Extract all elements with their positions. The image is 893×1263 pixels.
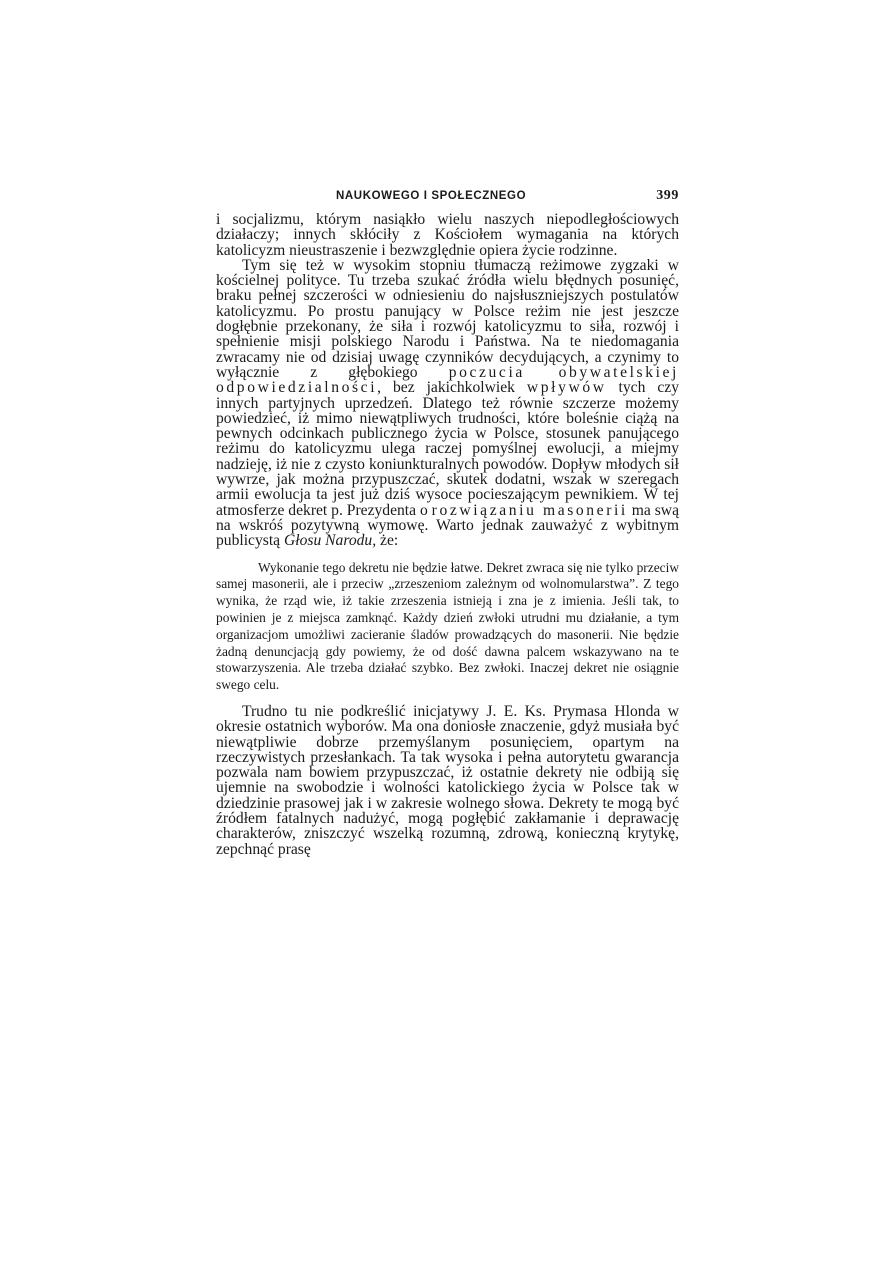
emphasis-civic-responsibility: poczucia obywatelskiej odpowiedzialności: [216, 363, 679, 397]
paragraph-regime: [216, 258, 679, 549]
paragraph-regime-part1: Tym się też w wysokim stopniu tłumaczą reżimowe zygzaki w kościelnej polityce. Tu trzeba szukać źródła wielu błędnych posunięć, braku pełnej szczerości w odniesieniu do najsłuszniejszych postulatów katolicyzmu. Po prostu panujący w Polsce reżim nie jest jeszcze dogłębnie przekonany, że siła i rozwój katolicyzmu to siła, rozwój i spełnienie misji polskiego Narodu i Państwa. Na te niedomagania zwracamy nie od dzisiaj uwagę czynników decydujących, a czynimy to wyłącznie z głębokiego: [216, 256, 679, 381]
main-text: [216, 212, 679, 857]
block-quote-text: Wykonanie tego dekretu nie będzie łatwe. Dekret zwraca się nie tylko przeciw samej masonerii, ale i przeciw „zrzeszeniom zależnym od wolnomularstwa”. Z tego wynika, że rząd wie, iż takie zrzeszenia istnieją i zna je z imienia. Jeśli tak, to powinien je z miejsca zamknąć. Każdy dzień zwłoki utrudni mu działanie, a tym organizacjom umożliwi zacieranie śladów prowadzących do masonerii. Nie będzie żadną denuncjacją gdy powiemy, że od dość dawna palcem wskazywano na te stowarzyszenia. Ale trzeba działać szybko. Bez zwłoki. Inaczej dekret nie osiągnie swego celu.: [216, 559, 679, 693]
paragraph-regime-part2: , bez jakichkolwiek: [377, 379, 527, 397]
book-page: [216, 186, 679, 857]
emphasis-dissolution-masonry: rozwiązaniu masonerii: [431, 501, 628, 519]
paragraph-regime-part3: tych czy innych partyjnych uprzedzeń. Dlatego też równie szczerze możemy powiedzieć, iż mimo niewątpliwych trudności, które boleśnie ciążą na pewnych odcinkach publicznego życia w Polsce, stosunek panującego reżimu do katolicyzmu ulega raczej pomyślnej ewolucji, a miejmy nadzieję, iż nie z czysto koniunkturalnych powodów. Dopływ młodych sił wywrze, jak można przypuszczać, skutek dodatni, wszak w szeregach armii ewolucja ta jest już dziś wysoce pocieszającym pewnikiem. W tej atmosferze dekret p. Prezydenta o: [216, 379, 679, 519]
paragraph-regime-part5: że:: [376, 532, 399, 550]
paragraph-continued: i socjalizmu, którym nasiąkło wielu naszych niepodległościowych działaczy; innych skłóciły z Kościołem wymagania na których katolicyzm nieustraszenie i bezwzględnie opiera życie rodzinne.: [216, 211, 679, 259]
paragraph-primate: Trudno tu nie podkreślić inicjatywy J. E. Ks. Prymasa Hlonda w okresie ostatnich wyborów. Ma ona doniosłe znaczenie, gdyż musiała być niewątpliwie dobrze przemyślanym posunięciem, opartym na rzeczywistych przesłankach. Ta tak wysoka i pełna autorytetu gwarancja pozwala nam bowiem przypuszczać, iż ostatnie dekrety nie odbiją się ujemnie na swobodzie i wolności katolickiego życia w Polsce tak w dziedzinie prasowej jak i w zakresie wolnego słowa. Dekrety te mogą być źródłem fatalnych nadużyć, mogą pogłębić zakłamanie i deprawację charakterów, zniszczyć wszelką rozumną, zdrową, konieczną krytykę, zepchnąć prasę: [216, 702, 679, 858]
running-header-title: NAUKOWEGO I SPOŁECZNEGO: [336, 190, 527, 202]
block-quote: [216, 560, 679, 694]
publication-title: Głosu Narodu,: [284, 532, 377, 550]
running-header: [216, 186, 679, 212]
paragraph-regime-part4: ma swą na wskróś pozytywną wymowę. Warto jednak zauważyć z wybitnym publicystą: [216, 501, 679, 550]
emphasis-influences: wpływów: [526, 379, 607, 397]
page-number: 399: [656, 188, 679, 203]
